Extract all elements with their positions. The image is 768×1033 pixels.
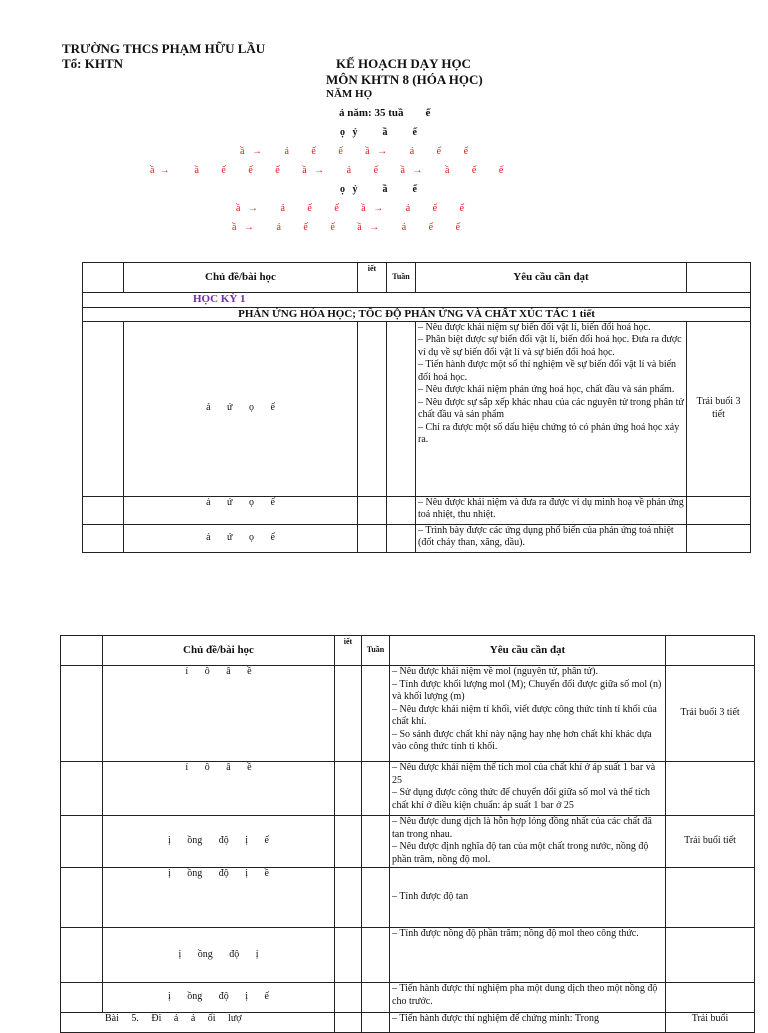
- table-row: [83, 524, 751, 552]
- note-cell: [666, 868, 755, 928]
- requirement-cell: [390, 928, 666, 983]
- garbled-line-2: ầ → ả ế ế ầ → ả ế ế: [240, 146, 469, 157]
- col-period-header: iết: [358, 263, 387, 293]
- req-item: – Tính được khối lượng mol (M); Chuyển đổi được giữa số mol (n) và khối lượng (m): [392, 678, 662, 702]
- requirement-cell: [416, 496, 687, 524]
- topic-cell: ả ứ ọ ế: [124, 496, 358, 524]
- table-row: [61, 983, 755, 1013]
- req-item: – So sánh được chất khí này nặng hay nhẹ hơn chất khí khác dựa vào công thức tính tỉ khối.: [392, 728, 652, 752]
- table-row: [61, 928, 755, 983]
- garbled-line-6: ầ → ả ế ế ầ → ả ế ế: [232, 222, 461, 233]
- requirement-cell: [416, 524, 687, 552]
- garbled-line-4: ọ ỷ ầ ế: [340, 184, 417, 195]
- col-empty-1: [61, 636, 103, 666]
- note-cell: [666, 983, 755, 1013]
- req-item: – Sử dụng được công thức để chuyển đổi giữa số mol và thể tích chất khí ở điều kiện chuẩn: áp suất 1 bar ở 25: [392, 787, 651, 811]
- weeks-line: ả năm: 35 tuầ ế: [339, 107, 431, 119]
- note-cell: Trải buổi 3 tiết: [687, 321, 751, 496]
- col-empty-1: [83, 263, 124, 293]
- req-item: – Nêu được dung dịch là hỗn hợp lỏng đồng nhất của các chất đã tan trong nhau.: [392, 816, 652, 840]
- requirement-cell: [390, 666, 666, 762]
- col-note-header: [666, 636, 755, 666]
- topic-cell: ị ồng độ ị: [103, 928, 335, 983]
- req-item: – Tiến hành được thí nghiệm để chứng minh: Trong: [392, 1013, 599, 1024]
- plan-table-1: [82, 262, 751, 553]
- req-item: – Nêu được khái niệm sự biến đổi vật lí, biến đổi hoá học.: [418, 321, 651, 333]
- garbled-line-5: ầ → ả ế ế ầ → ả ế ế: [236, 203, 465, 214]
- req-item: – Nêu được định nghĩa độ tan của một chất trong nước, nồng độ phần trăm, nồng độ mol.: [392, 841, 649, 865]
- group-name: Tổ: KHTN: [62, 56, 124, 71]
- req-item: – Tiến hành được thí nghiệm pha một dung dịch theo một nồng độ cho trước.: [392, 983, 658, 1007]
- req-item: – Nêu được khái niệm thể tích mol của chất khí ở áp suất 1 bar và 25: [392, 762, 656, 786]
- school-name: TRƯỜNG THCS PHẠM HỮU LẦU: [62, 41, 266, 56]
- table-row: [61, 666, 755, 762]
- note-cell: [666, 928, 755, 983]
- note-cell: [687, 524, 751, 552]
- col-note-header: [687, 263, 751, 293]
- req-item: – Nêu được khái niệm về mol (nguyên tử, phân tử).: [392, 666, 598, 677]
- topic-cell: í ô â ề: [103, 762, 335, 816]
- school-year: NĂM HỌ: [326, 88, 373, 100]
- topic-cell: ị ồng độ ị ề: [103, 868, 335, 928]
- topic-cell: ả ứ ọ ế: [124, 524, 358, 552]
- topic-cell: Bài 5. Đi ả ả ối lượ: [61, 1013, 335, 1033]
- note-cell: Trải buổi: [666, 1013, 755, 1033]
- garbled-line-3: ầ → ầ ế ế ế ầ → ả ế ầ → ầ ế ế: [150, 165, 504, 176]
- requirement-cell: [390, 868, 666, 928]
- note-cell: [687, 496, 751, 524]
- req-item: – Trình bày được các ứng dụng phổ biến của phản ứng toả nhiệt (đốt cháy than, xăng, dầu).: [418, 524, 674, 548]
- col-topic-header: Chủ đề/bài học: [103, 636, 335, 666]
- requirement-cell: [390, 816, 666, 868]
- col-topic-header: Chủ đề/bài học: [124, 263, 358, 293]
- plan-title: KẾ HOẠCH DẠY HỌC: [336, 56, 471, 71]
- topic-cell: ị ồng độ ị ế: [103, 816, 335, 868]
- req-item: – Chỉ ra được một số dấu hiệu chứng tỏ có phản ứng hoá học xảy ra.: [418, 421, 680, 445]
- table-row: [61, 868, 755, 928]
- topic-cell: ả ứ ọ ế: [124, 321, 358, 496]
- topic-cell: ị ồng độ ị ế: [103, 983, 335, 1013]
- req-item: – Nêu được sự sắp xếp khác nhau của các nguyên tử trong phân tử chất đầu và sản phẩm: [418, 396, 684, 420]
- chapter-row: PHẢN ỨNG HÓA HỌC; TỐC ĐỘ PHẢN ỨNG VÀ CHẤT XÚC TÁC 1 tiết: [83, 307, 751, 321]
- semester-label: HỌC KỲ 1: [193, 293, 246, 305]
- note-cell: Trải buổi 3 tiết: [666, 666, 755, 762]
- table-row: [61, 762, 755, 816]
- req-item: – Nêu được khái niệm và đưa ra được ví dụ minh hoạ về phản ứng toả nhiệt, thu nhiệt.: [418, 496, 684, 520]
- req-item: – Nêu được khái niệm tỉ khối, viết được công thức tính tỉ khối của chất khí.: [392, 703, 657, 727]
- col-period-header: iết: [335, 636, 362, 666]
- req-item: – Tiến hành được một số thí nghiệm về sự biến đổi vật lí và biến đổi hoá học.: [418, 359, 677, 383]
- table-row: [61, 1013, 755, 1033]
- topic-cell: í ô â ề: [103, 666, 335, 762]
- garbled-line-1: ọ ỷ ầ ế: [340, 127, 417, 138]
- note-cell: Trải buổi tiết: [666, 816, 755, 868]
- col-week-header: Tuần: [387, 263, 416, 293]
- requirement-cell: [390, 1013, 666, 1033]
- requirement-cell: [390, 983, 666, 1013]
- semester-row: [83, 293, 751, 308]
- note-cell: [666, 762, 755, 816]
- col-requirement-header: Yêu cầu cần đạt: [390, 636, 666, 666]
- req-item: – Nêu được khái niệm phản ứng hoá học, chất đầu và sản phẩm.: [418, 384, 675, 395]
- requirement-cell: [390, 762, 666, 816]
- req-item: – Tính được độ tan: [392, 891, 469, 903]
- plan-table-2: [60, 635, 755, 1033]
- table-row: [61, 816, 755, 868]
- req-item: – Tính được nồng độ phần trăm; nồng độ mol theo công thức.: [392, 928, 639, 939]
- subject-title: MÔN KHTN 8 (HÓA HỌC): [326, 72, 483, 87]
- table-row: [83, 321, 751, 496]
- col-requirement-header: Yêu cầu cần đạt: [416, 263, 687, 293]
- col-week-header: Tuần: [362, 636, 390, 666]
- requirement-cell: [416, 321, 687, 496]
- table-row: [83, 496, 751, 524]
- req-item: – Phân biệt được sự biến đổi vật lí, biến đổi hoá học. Đưa ra được ví dụ về sự biến đổi vật lí và sự biến đổi hoá học.: [418, 334, 682, 358]
